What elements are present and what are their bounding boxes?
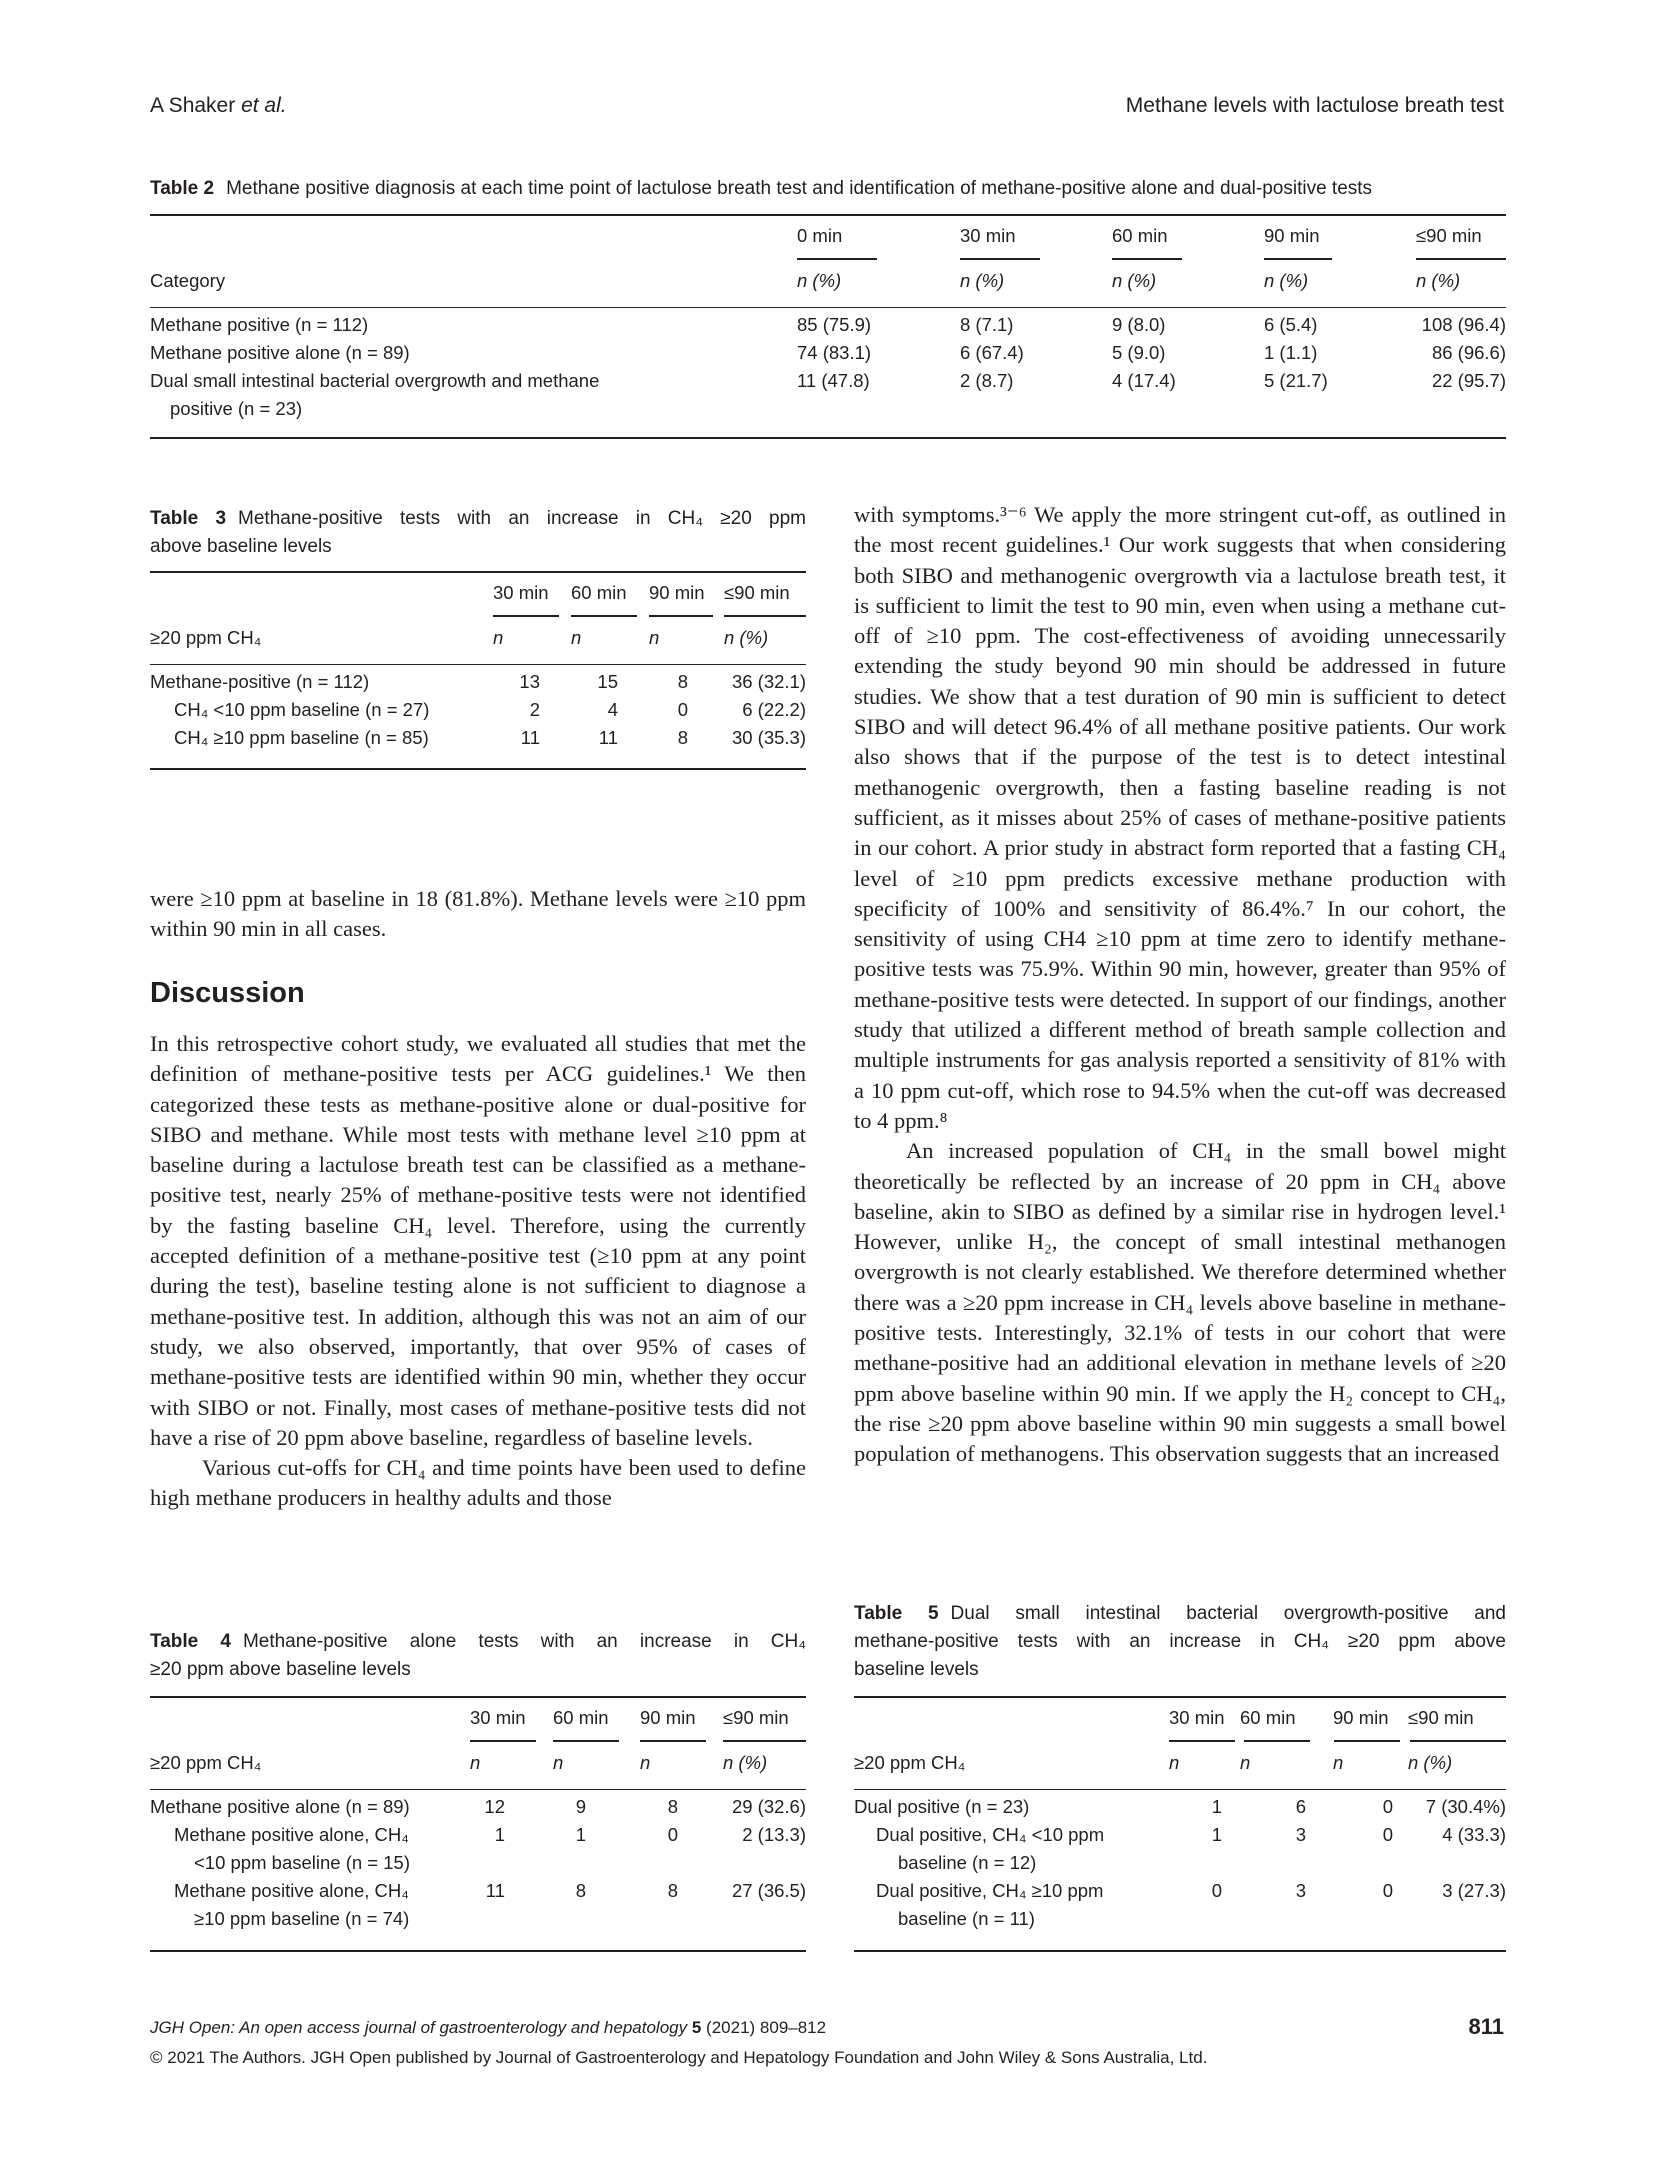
table2-col-le90min: ≤90 min [1416,225,1482,246]
footer-journal: JGH Open: An open access journal of gastroenterology and hepatology 5 (2021) 809–812 [150,2018,827,2037]
page-number: 811 [1468,2014,1504,2039]
table2-col-30min: 30 min [960,225,1016,246]
table-row: Methane positive alone, CH₄ <10 ppm baseline (n = 15) 1 1 0 2 (13.3) [174,1824,806,1873]
table2-col-underline [960,258,1040,260]
table-row: Methane positive alone (n = 89) 12 9 8 29 (32.6) [150,1796,806,1817]
left-text-top: were ≥10 ppm at baseline in 18 (81.8%). Methane levels were ≥10 ppm within 90 min in all cases. [150,886,806,942]
table2-col-60min: 60 min [1112,225,1168,246]
table2-col-90min: 90 min [1264,225,1320,246]
table3-mid-rule [150,664,806,665]
discussion-body: In this retrospective cohort study, we evaluated all studies that met the definition of methane-positive tests per ACG guidelines.¹ We then categorized these tests as methane-positive alone or dual-positive for SIBO and methane. While most tests with methane level ≥10 ppm at baseline during a lactulose breath test can be classified as a methane-positive test, nearly 25% of methane-positive tests were not identified by the fasting baseline CH₄ level. Therefore, using the currently accepted definition of a methane-positive test (≥10 ppm at any point during the test), baseline testing alone is not sufficient to diagnose a methane-positive test. In addition, although this was not an aim of our study, we also observed, importantly, that over 95% of cases of methane-positive tests are identified within 90 min, whether they occur with SIBO or not. Finally, most cases of methane-positive tests did not have a rise of 20 ppm above baseline, regardless of baseline levels. Various cut-offs for CH₄ and time points have been used to define high methane producers in healthy adults and those [150,1031,806,1511]
footer-copyright: © 2021 The Authors. JGH Open published by Journal of Gastroenterology and Hepatology Foundation and John Wiley & Sons Australia, Ltd. [150,2048,1208,2067]
table4-col-underline [470,1740,536,1742]
table5-caption: Table 5 Dual small intestinal bacterial overgrowth-positive and methane-positive tests with an increase in CH₄ ≥20 ppm above baseline levels [854,1603,1506,1680]
table4-top-rule [150,1696,806,1698]
table5-col-underline [1244,1740,1310,1742]
table3-col-underline [724,615,806,617]
table2-category-header: Category [150,270,226,291]
right-column-body: with symptoms.³⁻⁶ We apply the more stringent cut-off, as outlined in the most recent guidelines.¹ Our work suggests that when considering both SIBO and methanogenic overgrowth via a lactulose breath test, it is sufficient to limit the test to 90 min, even when using a methane cut-off of ≥10 ppm. The cost-effectiveness of avoiding unnecessarily extending the study beyond 90 min should be addressed in future studies. We show that a test duration of 90 min is sufficient to detect SIBO and will detect 96.4% of all methane positive patients. Our work also shows that if the purpose of the test is to detect intestinal methanogenic overgrowth, then a fasting baseline reading is not sufficient, as it misses about 25% of cases of methane-positive patients in our cohort. A prior study in abstract form reported that a fasting CH₄ level of ≥10 ppm predicts excessive methane production with specificity of 100% and sensitivity of 86.4%.⁷ In our cohort, the sensitivity of using CH4 ≥10 ppm at time zero to identify methane-positive tests was 75.9%. Within 90 min, however, greater than 95% of methane-positive tests were detected. In support of our findings, another study that utilized a different method of breath sample collection and multiple instruments for gas analysis reported a sensitivity of 81% with a 10 ppm cut-off, which rose to 94.5% when the cut-off was decreased to 4 ppm.⁸ An increased population of CH₄ in the small bowel might theoretically be reflected by an increase of 20 ppm in CH₄ above baseline, akin to SIBO as defined by a similar rise in hydrogen level.¹ However, unlike H₂, the concept of small intestinal methanogen overgrowth is not clearly established. We therefore determined whether there was a ≥20 ppm increase in CH₄ levels above baseline in methane-positive tests. Interestingly, 32.1% of tests in our cohort that were methane-positive had an additional elevation in methane levels of ≥20 ppm above baseline within 90 min. If we apply the H₂ concept to CH₄, the rise ≥20 ppm above baseline within 90 min suggests a small bowel population of methanogens. This observation suggests that an increased [854,502,1506,1467]
table3-col-underline [493,615,559,617]
table3-col-underline [649,615,713,617]
table-row: Dual small intestinal bacterial overgrowth and methane positive (n = 23) 11 (47.8) 2 (8.7) 4 (17.4) 5 (21.7) 22 (95.7) [150,370,1506,419]
table3-col-underline [571,615,637,617]
table2-subheader: n (%) [960,270,1005,291]
table4-mid-rule [150,1789,806,1790]
table4-body [150,1793,806,1933]
table5: 30 min 60 min 90 min ≤90 min ≥20 ppm CH₄ n n n n (%) [854,1707,1474,1773]
table5-col-underline [1410,1740,1506,1742]
table4-bottom-rule [150,1950,806,1952]
table2-subheader: n (%) [1112,270,1157,291]
discussion-heading: Discussion [150,977,305,1009]
table-row: Methane positive alone, CH₄ ≥10 ppm baseline (n = 74) 11 8 8 27 (36.5) [174,1880,806,1929]
table3: 30 min 60 min 90 min ≤90 min ≥20 ppm CH₄ n n n n (%) [150,582,790,648]
table2-body [150,311,1506,423]
running-head-authors: A Shaker et al. [150,94,287,117]
table-row: Methane-positive (n = 112) 13 15 8 36 (32.1) [150,671,806,692]
table2-bottom-rule [150,437,1506,439]
table-row: Methane positive (n = 112) 85 (75.9) 8 (7.1) 9 (8.0) 6 (5.4) 108 (96.4) [150,314,1506,335]
running-head-title: Methane levels with lactulose breath test [1125,94,1504,117]
table4-col-underline [553,1740,619,1742]
table2-col-underline [797,258,877,260]
table-row: Dual positive (n = 23) 1 6 0 7 (30.4%) [854,1796,1506,1817]
table2-col-underline [1264,258,1332,260]
table5-col-underline [1169,1740,1235,1742]
table-row: Dual positive, CH₄ <10 ppm baseline (n = 12) 1 3 0 4 (33.3) [876,1824,1506,1873]
table5-mid-rule [854,1789,1506,1790]
table2 [150,222,1506,304]
table-row: CH₄ ≥10 ppm baseline (n = 85) 11 11 8 30 (35.3) [174,727,806,748]
table2-col-underline [1416,258,1506,260]
table-row: CH₄ <10 ppm baseline (n = 27) 2 4 0 6 (22.2) [174,699,806,720]
table-row: Methane positive alone (n = 89) 74 (83.1) 6 (67.4) 5 (9.0) 1 (1.1) 86 (96.6) [150,342,1506,363]
table2-top-rule [150,214,1506,216]
table2-caption: Table 2 Methane positive diagnosis at each time point of lactulose breath test and identification of methane-positive alone and dual-positive tests [150,178,1373,199]
table3-body [150,668,806,752]
table2-col-0min: 0 min [797,225,843,246]
table4-col-underline [640,1740,706,1742]
table2-col-underline [1112,258,1182,260]
table4-col-underline [723,1740,806,1742]
table3-top-rule [150,571,806,573]
table5-top-rule [854,1696,1506,1698]
table2-mid-rule [150,307,1506,308]
table-row: Dual positive, CH₄ ≥10 ppm baseline (n = 11) 0 3 0 3 (27.3) [876,1880,1506,1929]
table5-bottom-rule [854,1950,1506,1952]
table2-subheader: n (%) [1264,270,1309,291]
table3-bottom-rule [150,768,806,770]
table5-col-underline [1334,1740,1400,1742]
table2-subheader: n (%) [1416,270,1461,291]
table3-caption: Table 3 Methane-positive tests with an increase in CH₄ ≥20 ppm above baseline levels [150,508,807,557]
table2-subheader: n (%) [797,270,842,291]
table4: 30 min 60 min 90 min ≤90 min ≥20 ppm CH₄ n n n n (%) [150,1707,789,1773]
table4-caption: Table 4 Methane-positive alone tests with an increase in CH₄ ≥20 ppm above baseline levels [150,1631,806,1680]
table5-body [854,1793,1506,1933]
